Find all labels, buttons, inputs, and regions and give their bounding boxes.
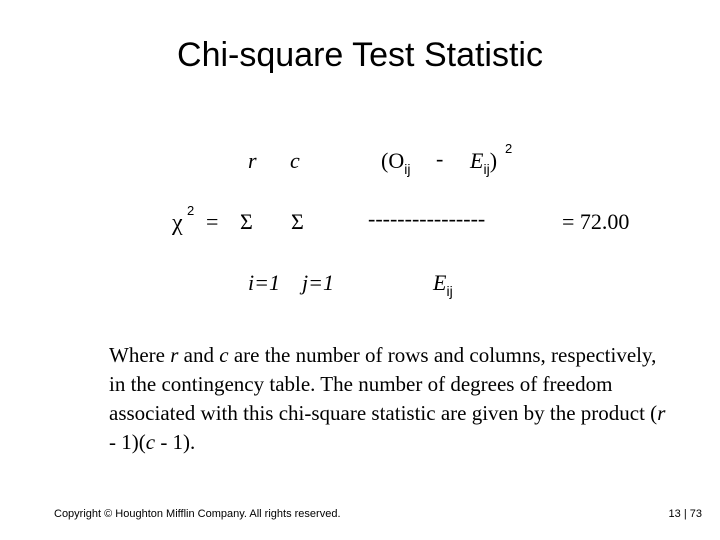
- e-letter: E: [470, 148, 484, 173]
- sigma-columns: Σ: [291, 209, 304, 234]
- denominator: [433, 270, 453, 299]
- variable-c: c: [219, 343, 229, 367]
- explanation-text: Where: [109, 343, 171, 367]
- denominator-e: E: [433, 270, 447, 295]
- slide-title: Chi-square Test Statistic: [177, 36, 543, 74]
- upper-limit-c: c: [290, 148, 300, 173]
- variable-r: r: [170, 343, 179, 367]
- denominator-subscript: ij: [446, 283, 453, 299]
- chi-power: 2: [187, 203, 195, 218]
- variable-c: c: [145, 430, 156, 454]
- numerator-e: [470, 148, 498, 177]
- o-subscript: ij: [404, 161, 411, 177]
- numerator-power: 2: [505, 141, 513, 156]
- explanation-text: and: [178, 343, 220, 367]
- numerator-open-o: (O: [381, 148, 405, 173]
- equals-sign: =: [206, 209, 219, 234]
- lower-limit-j: j=1: [302, 270, 334, 295]
- chi-symbol: χ: [172, 210, 183, 236]
- variable-r: r: [657, 401, 666, 425]
- result-value: = 72.00: [562, 209, 630, 234]
- explanation-text: - 1)(: [109, 430, 146, 454]
- explanation-text: - 1).: [155, 430, 196, 454]
- e-subscript: ij: [483, 161, 490, 177]
- page-number: 13 | 73: [668, 508, 702, 520]
- explanation-text: are the number of rows and columns, respectively, in the contingency table. The number of degrees of freedom associated with this chi‑square statistic are given by the product (: [109, 343, 658, 425]
- numerator: [381, 148, 411, 177]
- copyright-notice: Copyright © Houghton Mifflin Company. All rights reserved.: [54, 508, 341, 520]
- upper-limit-r: r: [248, 148, 257, 173]
- fraction-bar: ----------------: [368, 206, 486, 231]
- explanation-paragraph: [109, 341, 669, 457]
- numerator-minus: -: [436, 146, 444, 171]
- numerator-close: ): [489, 148, 498, 173]
- lower-limit-i: i=1: [248, 270, 280, 295]
- sigma-rows: Σ: [240, 209, 253, 234]
